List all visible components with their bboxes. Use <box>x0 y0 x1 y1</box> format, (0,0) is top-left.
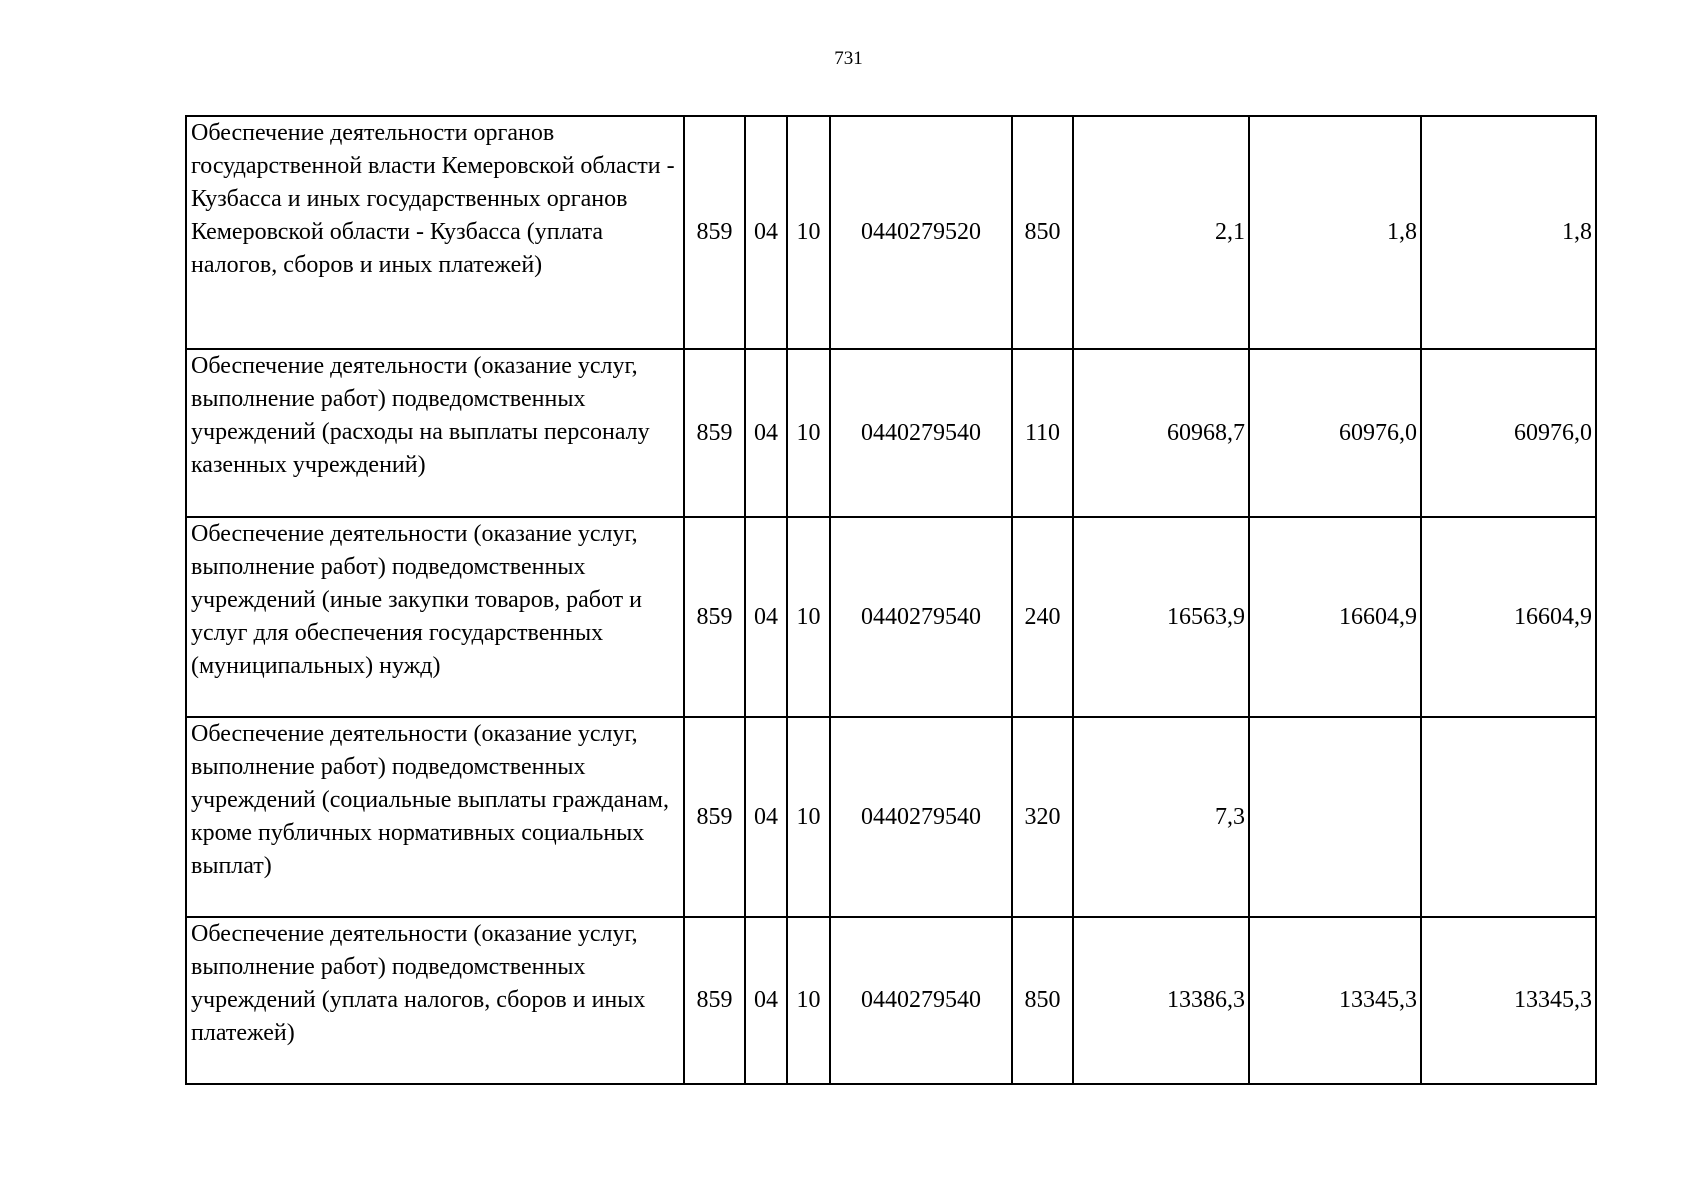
target-article-code: 0440279540 <box>830 349 1012 517</box>
table-row <box>186 349 1596 517</box>
subsection-code: 10 <box>787 349 830 517</box>
row-description: Обеспечение деятельности (оказание услуг, выполнение работ) подведомственных учреждений (уплата налогов, сборов и иных платежей) <box>186 917 684 1084</box>
subsection-code: 10 <box>787 717 830 917</box>
expense-type-code: 320 <box>1012 717 1073 917</box>
ministry-code: 859 <box>684 517 745 717</box>
budget-table <box>185 115 1597 1085</box>
subsection-code: 10 <box>787 517 830 717</box>
subsection-code: 10 <box>787 116 830 349</box>
row-description: Обеспечение деятельности (оказание услуг, выполнение работ) подведомственных учреждений (иные закупки товаров, работ и услуг для обеспечения государственных (муниципальных) нужд) <box>186 517 684 717</box>
amount-2: 16604,9 <box>1249 517 1421 717</box>
row-description: Обеспечение деятельности (оказание услуг, выполнение работ) подведомственных учреждений (расходы на выплаты персоналу казенных учреждений) <box>186 349 684 517</box>
expense-type-code: 850 <box>1012 116 1073 349</box>
row-description: Обеспечение деятельности органов государственной власти Кемеровской области - Кузбасса и иных государственных органов Кемеровской области - Кузбасса (уплата налогов, сборов и иных платежей) <box>186 116 684 349</box>
table-row <box>186 717 1596 917</box>
expense-type-code: 240 <box>1012 517 1073 717</box>
amount-3: 60976,0 <box>1421 349 1596 517</box>
amount-3: 1,8 <box>1421 116 1596 349</box>
amount-1: 60968,7 <box>1073 349 1249 517</box>
expense-type-code: 110 <box>1012 349 1073 517</box>
row-description: Обеспечение деятельности (оказание услуг, выполнение работ) подведомственных учреждений (социальные выплаты гражданам, кроме публичных нормативных социальных выплат) <box>186 717 684 917</box>
target-article-code: 0440279520 <box>830 116 1012 349</box>
amount-3 <box>1421 717 1596 917</box>
amount-1: 2,1 <box>1073 116 1249 349</box>
amount-1: 16563,9 <box>1073 517 1249 717</box>
section-code: 04 <box>745 116 787 349</box>
section-code: 04 <box>745 717 787 917</box>
target-article-code: 0440279540 <box>830 517 1012 717</box>
page-number: 731 <box>834 48 863 69</box>
amount-1: 13386,3 <box>1073 917 1249 1084</box>
amount-3: 13345,3 <box>1421 917 1596 1084</box>
table-row <box>186 917 1596 1084</box>
subsection-code: 10 <box>787 917 830 1084</box>
amount-2: 60976,0 <box>1249 349 1421 517</box>
amount-2: 1,8 <box>1249 116 1421 349</box>
target-article-code: 0440279540 <box>830 717 1012 917</box>
ministry-code: 859 <box>684 116 745 349</box>
ministry-code: 859 <box>684 349 745 517</box>
amount-3: 16604,9 <box>1421 517 1596 717</box>
ministry-code: 859 <box>684 917 745 1084</box>
section-code: 04 <box>745 917 787 1084</box>
table-row <box>186 116 1596 349</box>
amount-2 <box>1249 717 1421 917</box>
target-article-code: 0440279540 <box>830 917 1012 1084</box>
section-code: 04 <box>745 517 787 717</box>
amount-2: 13345,3 <box>1249 917 1421 1084</box>
table-row <box>186 517 1596 717</box>
amount-1: 7,3 <box>1073 717 1249 917</box>
expense-type-code: 850 <box>1012 917 1073 1084</box>
section-code: 04 <box>745 349 787 517</box>
ministry-code: 859 <box>684 717 745 917</box>
